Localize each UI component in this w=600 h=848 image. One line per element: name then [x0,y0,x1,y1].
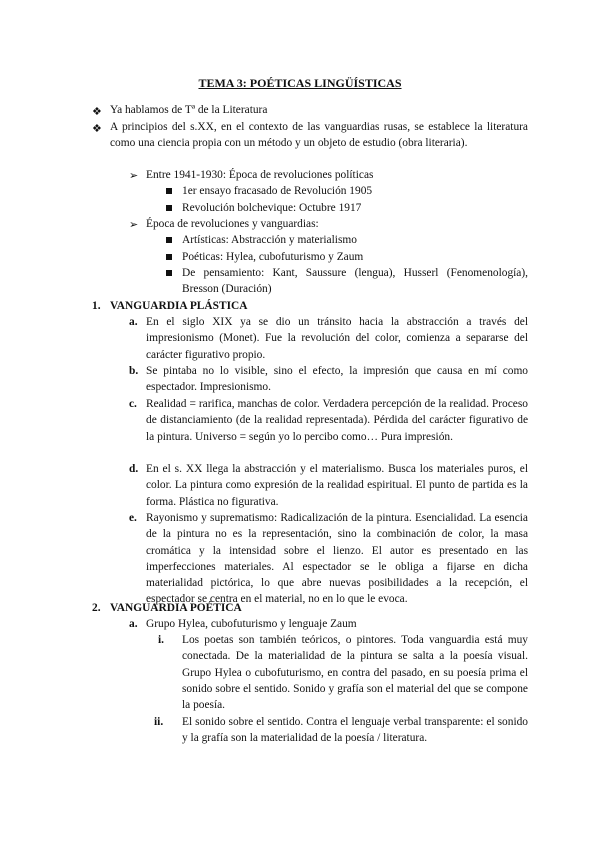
item-letter: c. [129,398,137,410]
section-heading: VANGUARDIA POÉTICA [110,602,242,614]
item-letter: d. [129,463,139,475]
sub-list-item: De pensamiento: Kant, Saussure (lengua), Husserl (Fenomenología), Bresson (Duración) [182,267,528,296]
item-letter: a. [129,316,138,328]
square-bullet-icon [166,205,172,211]
arrow-bullet-icon: ➢ [129,170,139,182]
sub-list-item: 1er ensayo fracasado de Revolución 1905 [182,185,373,197]
sub-list-item: Revolución bolchevique: Octubre 1917 [182,202,362,214]
section-heading: VANGUARDIA PLÁSTICA [110,300,248,312]
bullet-item: Ya hablamos de Tª de la Literatura [110,104,268,116]
list-item: Rayonismo y suprematismo: Radicalización de la pintura. Esencialidad. La esencia de la pintura no es la representación, sino la combinación de color, la masa cromática y la intensidad sobre el lienzo. El autor es presentado en las imperfecciones materiales. Al espectador se le obliga a fijarse en dicha materialidad pictórica, lo que abre nuevas posibilidades a la recepción, el espectador se centra en el material, no en lo que le evoca. [146,512,528,606]
roman-numeral: i. [158,634,165,646]
list-item: Los poetas son también teóricos, o pintores. Toda vanguardia está muy conectada. De la materialidad de la pintura se salta a la poesía visual. Grupo Hylea o cubofuturismo, en contra del pasado, en su poesía prima el sonido sobre el sentido. Sonido y grafía son el material del que se compone la poesía. [182,634,528,712]
bullet-item: A principios del s.XX, en el contexto de las vanguardias rusas, se establece la literatura como una ciencia propia con un método y un objeto de estudio (obra literaria). [110,121,528,150]
square-bullet-icon [166,188,172,194]
arrow-bullet-icon: ➢ [129,219,139,231]
sub-list-item: Poéticas: Hylea, cubofuturismo y Zaum [182,251,364,263]
item-letter: e. [129,512,137,524]
square-bullet-icon [166,270,172,276]
arrow-item: Entre 1941-1930: Época de revoluciones políticas [146,169,374,181]
square-bullet-icon [166,237,172,243]
list-item: En el s. XX llega la abstracción y el materialismo. Busca los materiales puros, el color. La pintura como expresión de la realidad espiritual. El punto de partida es la forma. Plástica no figurativa. [146,463,528,508]
list-item: El sonido sobre el sentido. Contra el lenguaje verbal transparente: el sonido y la grafía son la materialidad de la poesía / literatura. [182,716,528,745]
square-bullet-icon [166,254,172,260]
arrow-item: Época de revoluciones y vanguardias: [146,218,319,230]
list-item: En el siglo XIX ya se dio un tránsito hacia la abstracción a través del impresionismo (Monet). Fue la revolución del color, comienza a separarse del carácter figurativo propio. [146,316,528,361]
list-item: Grupo Hylea, cubofuturismo y lenguaje Zaum [146,618,357,630]
list-item: Realidad = rarifica, manchas de color. Verdadera percepción de la realidad. Proceso de distanciamiento (de la realidad representada). Pérdida del carácter figurativo de la pintura. Universo = según yo lo percibo como… Pura impresión. [146,398,528,443]
section-number: 1. [92,300,101,312]
roman-numeral: ii. [154,716,164,728]
item-letter: b. [129,365,139,377]
section-number: 2. [92,602,101,614]
list-item: Se pintaba no lo visible, sino el efecto, la impresión que causa en mí como espectador. Impresionismo. [146,365,528,394]
diamond-bullet-icon: ❖ [92,106,102,118]
page-title: TEMA 3: POÉTICAS LINGÜÍSTICAS [198,76,402,90]
item-letter: a. [129,618,138,630]
sub-list-item: Artísticas: Abstracción y materialismo [182,234,357,246]
diamond-bullet-icon: ❖ [92,123,102,135]
